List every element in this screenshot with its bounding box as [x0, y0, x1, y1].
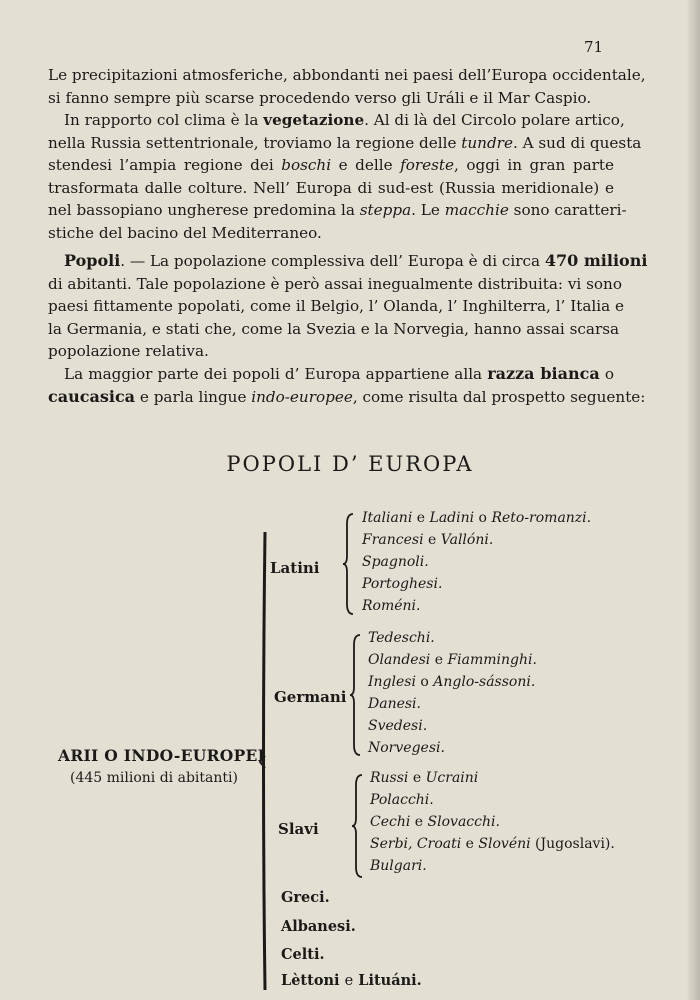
page-number: 71 — [584, 38, 604, 56]
item-latini: Roméni. — [362, 598, 421, 614]
item-slavi: Russi e Ucraini — [370, 770, 479, 786]
item-germani: Svedesi. — [368, 718, 428, 734]
brace-slavi — [352, 773, 364, 879]
item-lettoni-lituani: Lèttoni e Lituáni. — [281, 972, 422, 989]
text-line: In rapporto col clima è la vegetazione. Al di là del Circolo polare artico, — [64, 111, 625, 129]
text-line: si fanno sempre più scarse procedendo verso gli Uráli e il Mar Caspio. — [48, 88, 592, 107]
page-edge-shadow — [686, 0, 700, 1000]
group-label-germani: Germani — [274, 688, 347, 706]
text-line: nella Russia settentrionale, troviamo la regione delle tundre. A sud di questa — [48, 133, 642, 152]
paragraph-precipitation — [48, 64, 646, 109]
text-line: caucasica e parla lingue indo-europee, come risulta dal prospetto seguente: — [48, 386, 646, 406]
item-germani: Inglesi o Anglo-sássoni. — [368, 674, 536, 690]
text-line: trasformata dalle colture. Nell’ Europa di sud-est (Russia meridionale) e — [48, 178, 614, 197]
group-label-latini: Latini — [270, 559, 320, 577]
main-bracket — [258, 532, 272, 990]
text-line: Le precipitazioni atmosferiche, abbondanti nei paesi dell’Europa occidentale, — [48, 66, 646, 84]
text-line: di abitanti. Tale popolazione è però assai inegualmente distribuita: vi sono — [48, 274, 622, 293]
brace-germani — [350, 633, 362, 757]
item-slavi: Cechi e Slovacchi. — [370, 814, 500, 830]
paragraph-population — [48, 250, 648, 363]
item-germani: Norvegesi. — [368, 740, 445, 756]
text-line: Popoli. — La popolazione complessiva dell’ Europa è di circa 470 milioni — [64, 251, 648, 270]
item-greci: Greci. — [281, 889, 330, 906]
item-slavi: Bulgari. — [370, 858, 427, 874]
family-label: ARII O INDO-EUROPEI — [58, 746, 266, 765]
text-line: paesi fittamente popolati, come il Belgio, l’ Olanda, l’ Inghilterra, l’ Italia e — [48, 297, 624, 315]
item-germani: Tedeschi. — [368, 630, 435, 646]
group-label-slavi: Slavi — [278, 820, 319, 838]
brace-latini — [343, 512, 355, 616]
item-slavi: Serbi, Croati e Slovéni (Jugoslavi). — [370, 836, 615, 852]
text-line: popolazione relativa. — [48, 342, 209, 360]
item-latini: Portoghesi. — [362, 576, 443, 592]
family-population-note: (445 milioni di abitanti) — [70, 770, 238, 786]
text-line: stendesi l’ampia regione dei boschi e delle foreste, oggi in gran parte — [48, 156, 615, 174]
diagram-title: POPOLI D’ EUROPA — [226, 452, 474, 476]
item-latini: Italiani e Ladini o Reto-romanzi. — [362, 510, 592, 526]
item-germani: Olandesi e Fiamminghi. — [368, 652, 537, 668]
text-line: stiche del bacino del Mediterraneo. — [48, 223, 322, 242]
paragraph-vegetation — [48, 109, 642, 244]
paragraph-race — [48, 363, 646, 408]
text-line: la Germania, e stati che, come la Svezia e la Norvegia, hanno assai scarsa — [48, 319, 620, 338]
item-slavi: Polacchi. — [370, 792, 434, 808]
item-celti: Celti. — [281, 946, 325, 963]
item-germani: Danesi. — [368, 696, 421, 712]
text-line: La maggior parte dei popoli d’ Europa appartiene alla razza bianca o — [64, 364, 614, 383]
text-line: nel bassopiano ungherese predomina la steppa. Le macchie sono caratteri- — [48, 201, 627, 219]
item-latini: Francesi e Vallóni. — [362, 532, 494, 548]
item-albanesi: Albanesi. — [281, 918, 356, 935]
item-latini: Spagnoli. — [362, 554, 429, 570]
